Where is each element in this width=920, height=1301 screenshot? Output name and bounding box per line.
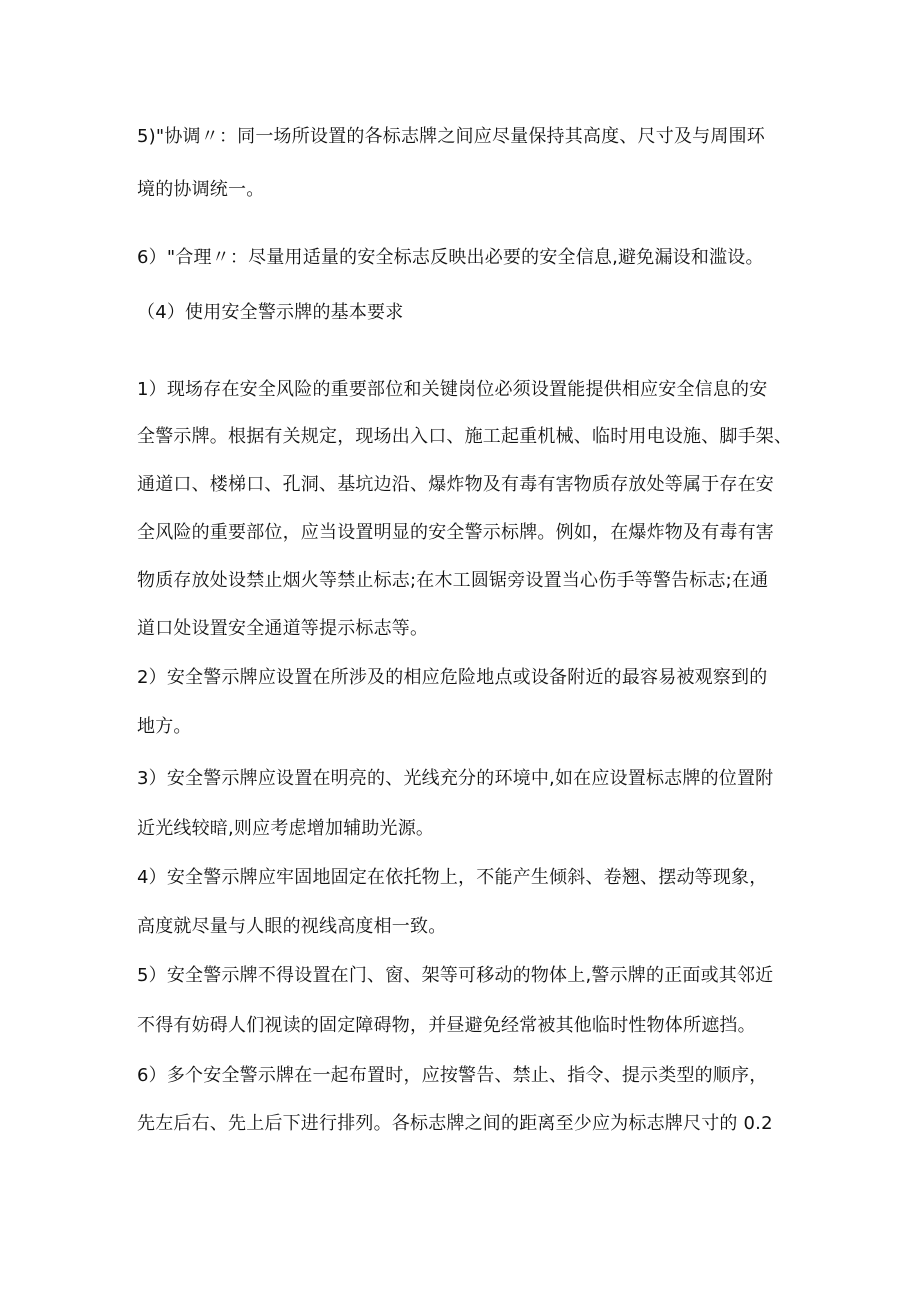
paragraph-line: 境的协调统一。 bbox=[137, 179, 265, 200]
paragraph-line: 3）安全警示牌应设置在明亮的、光线充分的环境中,如在应设置标志牌的位置附 bbox=[137, 768, 774, 789]
paragraph-line: 地方。 bbox=[137, 716, 192, 737]
section-heading: （4）使用安全警示牌的基本要求 bbox=[137, 302, 404, 323]
paragraph-line: 1）现场存在安全风险的重要部位和关键岗位必须设置能提供相应安全信息的安 bbox=[137, 379, 768, 400]
paragraph-line: 全警示牌。根据有关规定，现场出入口、施工起重机械、临时用电设施、脚手架、 bbox=[137, 426, 793, 447]
paragraph-line: 通道口、楼梯口、孔洞、基坑边沿、爆炸物及有毒有害物质存放处等属于存在安 bbox=[137, 474, 774, 495]
paragraph-line: 4）安全警示牌应牢固地固定在依托物上，不能产生倾斜、卷翘、摆动等现象， bbox=[137, 867, 768, 888]
paragraph-line: 高度就尽量与人眼的视线高度相一致。 bbox=[137, 916, 447, 937]
paragraph-line: 全风险的重要部位，应当设置明显的安全警示标牌。例如，在爆炸物及有毒有害 bbox=[137, 522, 774, 543]
paragraph-line: 5)"协调〃：同一场所设置的各标志牌之间应尽量保持其高度、尺寸及与周围环 bbox=[137, 126, 765, 147]
paragraph-line: 2）安全警示牌应设置在所涉及的相应危险地点或设备附近的最容易被观察到的 bbox=[137, 667, 768, 688]
paragraph-line: 不得有妨碍人们视读的固定障碍物，并昼避免经常被其他临时性物体所遮挡。 bbox=[137, 1015, 756, 1036]
paragraph-line: 道口处设置安全通道等提示标志等。 bbox=[137, 618, 429, 639]
paragraph-line: 物质存放处设禁止烟火等禁止标志;在木工圆锯旁设置当心伤手等警告标志;在通 bbox=[137, 570, 769, 591]
paragraph-line: 近光线较暗,则应考虑增加辅助光源。 bbox=[137, 818, 435, 839]
paragraph-line: 6）"合理〃：尽量用适量的安全标志反映出必要的安全信息,避免漏设和滥设。 bbox=[137, 247, 764, 268]
paragraph-line: 5）安全警示牌不得设置在门、窗、架等可移动的物体上,警示牌的正面或其邻近 bbox=[137, 965, 774, 986]
paragraph-line: 先左后右、先上后下进行排列。各标志牌之间的距离至少应为标志牌尺寸的 0.2 bbox=[137, 1113, 773, 1134]
paragraph-line: 6）多个安全警示牌在一起布置时，应按警告、禁止、指令、提示类型的顺序， bbox=[137, 1065, 768, 1086]
